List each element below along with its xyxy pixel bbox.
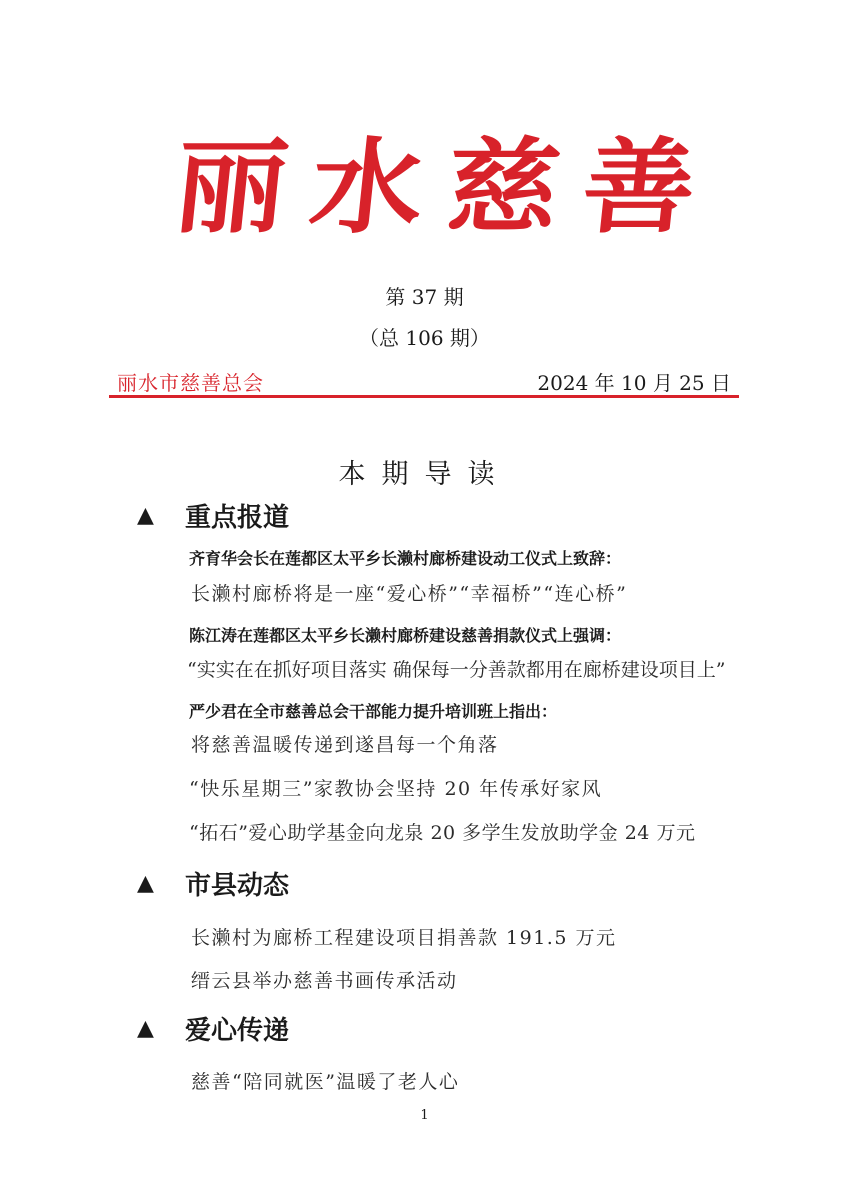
publisher-org: 丽水市慈善总会 (117, 371, 264, 395)
article-headline: 将慈善温暖传递到遂昌每一个角落 (191, 734, 499, 756)
section-title: 市县动态 (185, 871, 290, 901)
masthead-char: 丽 (168, 128, 294, 248)
issue-total: （总 106 期） (359, 326, 490, 350)
issue-number: 第 37 期 (385, 285, 464, 309)
section-title: 重点报道 (185, 503, 290, 533)
masthead-logo (168, 118, 702, 258)
section-heading (137, 865, 289, 902)
article-headline: “实实在在抓好项目落实 确保每一分善款都用在廊桥建设项目上” (187, 659, 726, 681)
masthead-char: 善 (576, 128, 702, 248)
header-divider (109, 395, 739, 398)
article-headline: “快乐星期三”家教协会坚持 20 年传承好家风 (189, 778, 603, 800)
triangle-icon: ▲ (137, 871, 154, 896)
section-heading (137, 1010, 289, 1047)
page-number: 1 (420, 1108, 429, 1123)
article-lead: 严少君在全市慈善总会干部能力提升培训班上指出： (189, 702, 558, 721)
masthead-char: 水 (304, 128, 430, 248)
article-headline: 长濑村廊桥将是一座“爱心桥”“幸福桥”“连心桥” (191, 583, 628, 605)
article-lead: 陈江涛在莲都区太平乡长濑村廊桥建设慈善捐款仪式上强调： (189, 626, 622, 645)
article-headline: 缙云县举办慈善书画传承活动 (191, 970, 458, 992)
article-headline: “拓石”爱心助学基金向龙泉 20 多学生发放助学金 24 万元 (189, 822, 696, 844)
section-heading (137, 497, 289, 534)
article-headline: 慈善“陪同就医”温暖了老人心 (191, 1071, 460, 1093)
triangle-icon: ▲ (137, 1016, 154, 1041)
section-title: 爱心传递 (185, 1016, 290, 1046)
header-row (113, 367, 737, 395)
article-lead: 齐育华会长在莲都区太平乡长濑村廊桥建设动工仪式上致辞： (189, 549, 622, 568)
triangle-icon: ▲ (137, 503, 154, 528)
masthead-char: 慈 (440, 128, 566, 248)
guide-title: 本期导读 (338, 459, 511, 490)
article-headline: 长濑村为廊桥工程建设项目捐善款 191.5 万元 (191, 927, 617, 949)
publish-date: 2024 年 10 月 25 日 (537, 371, 731, 395)
